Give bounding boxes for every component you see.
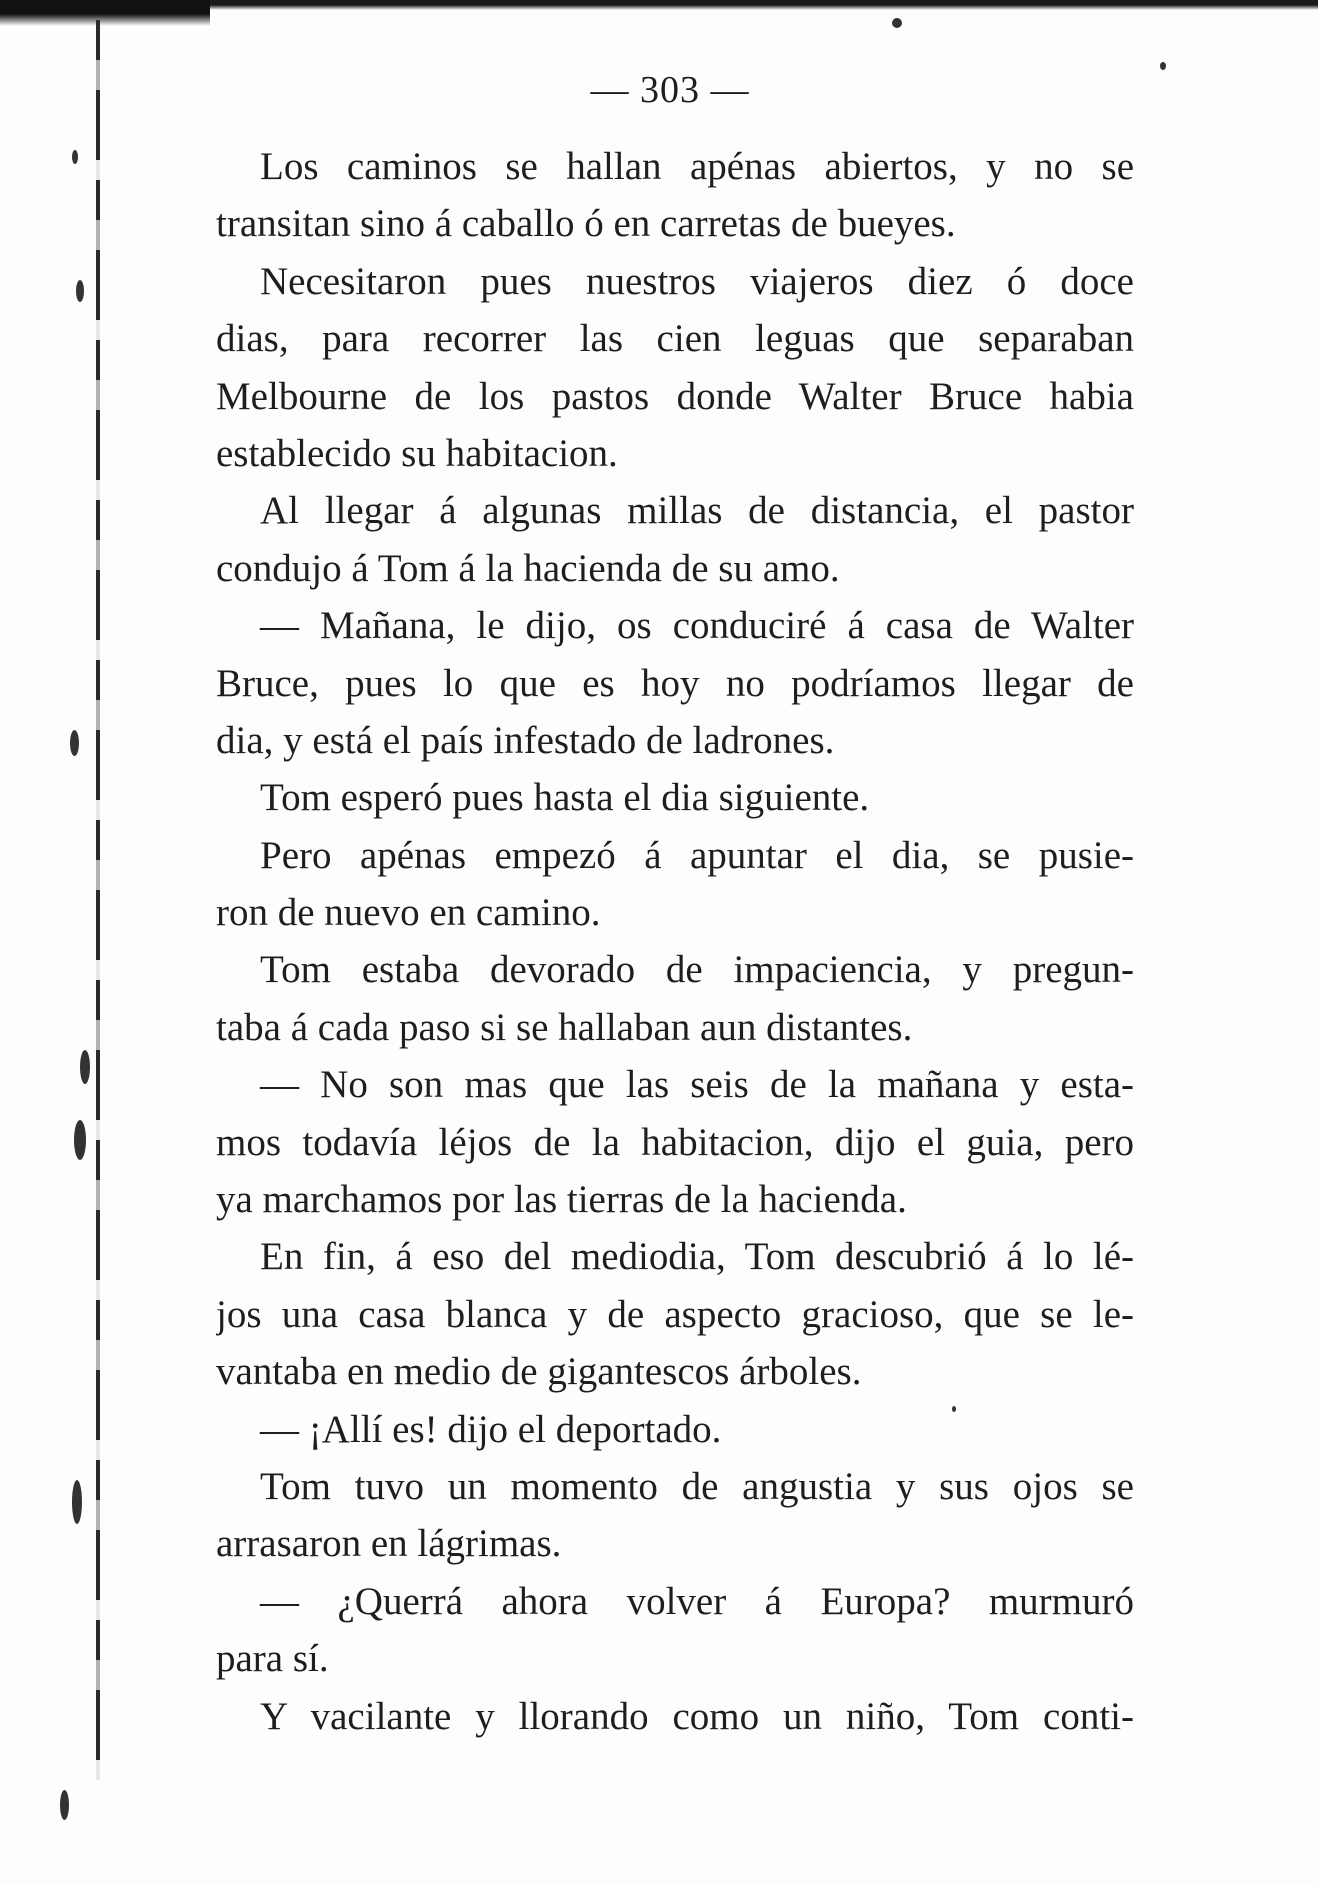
top-corner-shadow <box>0 0 210 26</box>
text-line: Pero apénas empezó á apuntar el dia, se pusie- <box>260 833 1134 877</box>
text-line: establecido su habitacion. <box>216 431 618 475</box>
text-line: En fin, á eso del mediodia, Tom descubrió á lo lé- <box>260 1235 1134 1279</box>
text-line: Tom esperó pues hasta el dia siguiente. <box>260 776 870 820</box>
text-line: dia, y está el país infestado de ladrones. <box>216 718 835 762</box>
text-line: Necesitaron pues nuestros viajeros diez ó doce <box>260 259 1134 303</box>
text-line: Melbourne de los pastos donde Walter Bruce habia <box>216 374 1134 418</box>
scan-speck <box>72 150 78 164</box>
page-number: — 303 — <box>590 69 750 111</box>
scan-speck <box>1160 62 1166 70</box>
text-line: Tom estaba devorado de impaciencia, y pregun- <box>260 948 1134 992</box>
text-line: Tom tuvo un momento de angustia y sus ojos se <box>260 1464 1134 1508</box>
binding-edge <box>96 20 100 1780</box>
scan-speck <box>892 18 902 28</box>
text-line: taba á cada paso si se hallaban aun distantes. <box>216 1005 913 1049</box>
text-line: condujo á Tom á la hacienda de su amo. <box>216 546 840 590</box>
text-line: vantaba en medio de gigantescos árboles. <box>216 1350 862 1394</box>
text-line: para sí. <box>216 1637 329 1681</box>
text-line: dias, para recorrer las cien leguas que separaban <box>216 317 1134 361</box>
text-line: ya marchamos por las tierras de la hacienda. <box>216 1178 907 1222</box>
text-line: Bruce, pues lo que es hoy no podríamos llegar de <box>216 661 1134 705</box>
text-line: jos una casa blanca y de aspecto gracioso, que se le- <box>216 1292 1134 1336</box>
scan-speck <box>72 1480 82 1524</box>
scan-speck <box>76 280 84 302</box>
text-line: Y vacilante y llorando como un niño, Tom conti- <box>260 1694 1134 1738</box>
text-line: — No son mas que las seis de la mañana y esta- <box>260 1063 1134 1107</box>
scan-speck <box>70 730 79 756</box>
body-text <box>216 138 1134 1745</box>
text-line: transitan sino á caballo ó en carretas de bueyes. <box>216 202 956 246</box>
scan-speck <box>74 1120 86 1160</box>
text-line: — Mañana, le dijo, os conduciré á casa de Walter <box>260 604 1134 648</box>
text-line: mos todavía léjos de la habitacion, dijo el guia, pero <box>216 1120 1134 1164</box>
text-line: Los caminos se hallan apénas abiertos, y no se <box>260 145 1134 188</box>
scan-speck <box>80 1050 90 1084</box>
scan-speck <box>60 1790 69 1820</box>
text-line: Al llegar á algunas millas de distancia, el pastor <box>260 489 1134 533</box>
text-line: — ¡Allí es! dijo el deportado. <box>260 1407 722 1451</box>
text-line: arrasaron en lágrimas. <box>216 1522 562 1566</box>
text-line: — ¿Querrá ahora volver á Europa? murmuró <box>260 1579 1134 1623</box>
text-line: ron de nuevo en camino. <box>216 891 601 935</box>
